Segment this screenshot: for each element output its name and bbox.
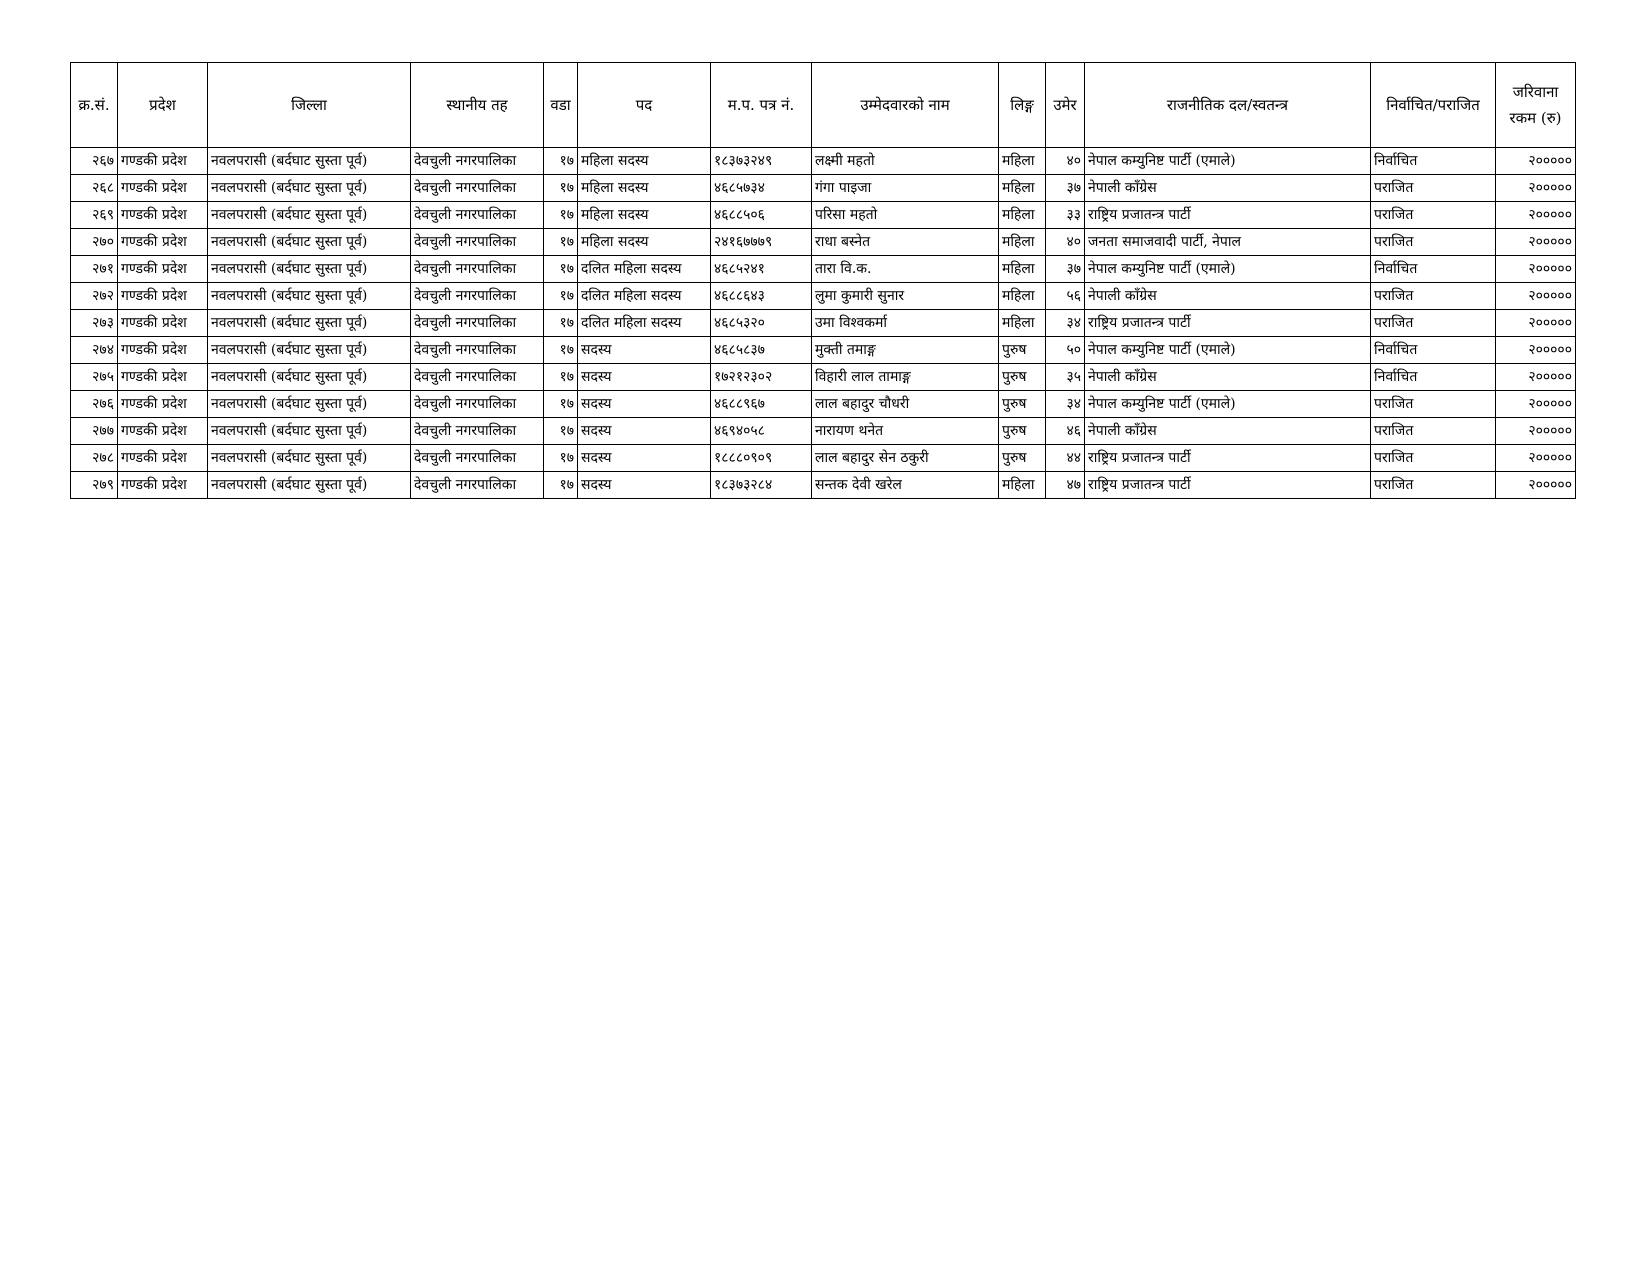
table-row	[71, 202, 1576, 229]
header-age: उमेर	[1046, 63, 1085, 148]
cell-ward: १७	[544, 337, 578, 364]
cell-candidate-name: गंगा पाइजा	[812, 175, 999, 202]
cell-gender: पुरुष	[999, 364, 1046, 391]
table-row	[71, 364, 1576, 391]
cell-result: निर्वाचित	[1371, 148, 1496, 175]
cell-post: सदस्य	[578, 418, 711, 445]
cell-fine-amount: २०००००	[1496, 175, 1576, 202]
cell-fine-amount: २०००००	[1496, 256, 1576, 283]
cell-candidate-name: सन्तक देवी खरेल	[812, 472, 999, 499]
cell-district: नवलपरासी (बर्दघाट सुस्ता पूर्व)	[208, 283, 411, 310]
cell-fine-amount: २०००००	[1496, 310, 1576, 337]
cell-gender: महिला	[999, 283, 1046, 310]
cell-party: नेपाली काँग्रेस	[1085, 364, 1371, 391]
cell-party: नेपाली काँग्रेस	[1085, 418, 1371, 445]
cell-candidate-name: नारायण थनेत	[812, 418, 999, 445]
cell-party: राष्ट्रिय प्रजातन्त्र पार्टी	[1085, 472, 1371, 499]
header-province: प्रदेश	[118, 63, 208, 148]
cell-fine-amount: २०००००	[1496, 202, 1576, 229]
table-body	[71, 148, 1576, 499]
cell-post: दलित महिला सदस्य	[578, 310, 711, 337]
cell-local-level: देवचुली नगरपालिका	[411, 256, 544, 283]
cell-district: नवलपरासी (बर्दघाट सुस्ता पूर्व)	[208, 364, 411, 391]
cell-candidate-name: परिसा महतो	[812, 202, 999, 229]
cell-gender: महिला	[999, 229, 1046, 256]
cell-result: पराजित	[1371, 229, 1496, 256]
cell-province: गण्डकी प्रदेश	[118, 148, 208, 175]
cell-ballot-number: १८३७३२४९	[711, 148, 812, 175]
cell-ballot-number: १८८८०९०९	[711, 445, 812, 472]
cell-party: राष्ट्रिय प्रजातन्त्र पार्टी	[1085, 445, 1371, 472]
cell-age: ५६	[1046, 283, 1085, 310]
cell-local-level: देवचुली नगरपालिका	[411, 445, 544, 472]
cell-serial: २६८	[71, 175, 118, 202]
cell-serial: २६९	[71, 202, 118, 229]
cell-fine-amount: २०००००	[1496, 445, 1576, 472]
table-header	[71, 63, 1576, 148]
table-row	[71, 445, 1576, 472]
cell-gender: पुरुष	[999, 418, 1046, 445]
cell-fine-amount: २०००००	[1496, 148, 1576, 175]
cell-party: राष्ट्रिय प्रजातन्त्र पार्टी	[1085, 202, 1371, 229]
cell-ballot-number: १८३७३२८४	[711, 472, 812, 499]
cell-ward: १७	[544, 472, 578, 499]
cell-serial: २७३	[71, 310, 118, 337]
cell-result: निर्वाचित	[1371, 364, 1496, 391]
header-candidate-name: उम्मेदवारको नाम	[812, 63, 999, 148]
cell-ward: १७	[544, 283, 578, 310]
cell-result: पराजित	[1371, 283, 1496, 310]
cell-age: ५०	[1046, 337, 1085, 364]
cell-party: नेपाली काँग्रेस	[1085, 175, 1371, 202]
cell-province: गण्डकी प्रदेश	[118, 175, 208, 202]
cell-serial: २७२	[71, 283, 118, 310]
cell-local-level: देवचुली नगरपालिका	[411, 310, 544, 337]
cell-province: गण्डकी प्रदेश	[118, 229, 208, 256]
table-row	[71, 391, 1576, 418]
cell-province: गण्डकी प्रदेश	[118, 445, 208, 472]
cell-local-level: देवचुली नगरपालिका	[411, 229, 544, 256]
cell-fine-amount: २०००००	[1496, 364, 1576, 391]
cell-party: नेपाल कम्युनिष्ट पार्टी (एमाले)	[1085, 391, 1371, 418]
cell-post: सदस्य	[578, 337, 711, 364]
cell-ballot-number: ४६८८६४३	[711, 283, 812, 310]
cell-candidate-name: लाल बहादुर चौधरी	[812, 391, 999, 418]
cell-age: ४७	[1046, 472, 1085, 499]
cell-post: दलित महिला सदस्य	[578, 283, 711, 310]
cell-age: ३५	[1046, 364, 1085, 391]
table-row	[71, 472, 1576, 499]
cell-district: नवलपरासी (बर्दघाट सुस्ता पूर्व)	[208, 310, 411, 337]
header-local-level: स्थानीय तह	[411, 63, 544, 148]
cell-gender: महिला	[999, 148, 1046, 175]
cell-province: गण्डकी प्रदेश	[118, 256, 208, 283]
cell-age: ४४	[1046, 445, 1085, 472]
table-row	[71, 229, 1576, 256]
cell-post: महिला सदस्य	[578, 175, 711, 202]
cell-result: निर्वाचित	[1371, 256, 1496, 283]
cell-district: नवलपरासी (बर्दघाट सुस्ता पूर्व)	[208, 256, 411, 283]
cell-age: ३४	[1046, 391, 1085, 418]
header-result: निर्वाचित/पराजित	[1371, 63, 1496, 148]
cell-ward: १७	[544, 364, 578, 391]
cell-fine-amount: २०००००	[1496, 391, 1576, 418]
cell-age: ४०	[1046, 229, 1085, 256]
cell-ward: १७	[544, 418, 578, 445]
cell-candidate-name: लुमा कुमारी सुनार	[812, 283, 999, 310]
table-row	[71, 337, 1576, 364]
cell-ballot-number: ४६८५३२०	[711, 310, 812, 337]
cell-ballot-number: ४६८५८३७	[711, 337, 812, 364]
cell-age: ३७	[1046, 175, 1085, 202]
table-row	[71, 418, 1576, 445]
cell-gender: महिला	[999, 256, 1046, 283]
cell-ward: १७	[544, 229, 578, 256]
cell-gender: महिला	[999, 472, 1046, 499]
cell-post: महिला सदस्य	[578, 148, 711, 175]
cell-candidate-name: तारा वि.क.	[812, 256, 999, 283]
cell-ballot-number: ४६८८९६७	[711, 391, 812, 418]
cell-result: पराजित	[1371, 418, 1496, 445]
cell-candidate-name: लाल बहादुर सेन ठकुरी	[812, 445, 999, 472]
cell-ballot-number: ४६८५२४१	[711, 256, 812, 283]
cell-ward: १७	[544, 310, 578, 337]
cell-ballot-number: ४६८८५०६	[711, 202, 812, 229]
table-row	[71, 310, 1576, 337]
cell-post: महिला सदस्य	[578, 229, 711, 256]
cell-party: नेपाली काँग्रेस	[1085, 283, 1371, 310]
cell-district: नवलपरासी (बर्दघाट सुस्ता पूर्व)	[208, 418, 411, 445]
header-ward: वडा	[544, 63, 578, 148]
cell-result: पराजित	[1371, 202, 1496, 229]
cell-district: नवलपरासी (बर्दघाट सुस्ता पूर्व)	[208, 148, 411, 175]
cell-local-level: देवचुली नगरपालिका	[411, 148, 544, 175]
cell-local-level: देवचुली नगरपालिका	[411, 202, 544, 229]
cell-party: नेपाल कम्युनिष्ट पार्टी (एमाले)	[1085, 256, 1371, 283]
header-district: जिल्ला	[208, 63, 411, 148]
cell-ward: १७	[544, 256, 578, 283]
cell-ward: १७	[544, 202, 578, 229]
cell-party: नेपाल कम्युनिष्ट पार्टी (एमाले)	[1085, 148, 1371, 175]
cell-ward: १७	[544, 445, 578, 472]
cell-province: गण्डकी प्रदेश	[118, 337, 208, 364]
cell-post: सदस्य	[578, 445, 711, 472]
cell-ward: १७	[544, 148, 578, 175]
cell-post: सदस्य	[578, 472, 711, 499]
cell-candidate-name: विहारी लाल तामाङ्ग	[812, 364, 999, 391]
table-row	[71, 283, 1576, 310]
header-post: पद	[578, 63, 711, 148]
cell-candidate-name: उमा विश्वकर्मा	[812, 310, 999, 337]
cell-district: नवलपरासी (बर्दघाट सुस्ता पूर्व)	[208, 175, 411, 202]
header-serial: क्र.सं.	[71, 63, 118, 148]
cell-local-level: देवचुली नगरपालिका	[411, 391, 544, 418]
cell-gender: महिला	[999, 175, 1046, 202]
cell-result: पराजित	[1371, 445, 1496, 472]
cell-serial: २७१	[71, 256, 118, 283]
cell-district: नवलपरासी (बर्दघाट सुस्ता पूर्व)	[208, 337, 411, 364]
cell-serial: २७५	[71, 364, 118, 391]
cell-party: नेपाल कम्युनिष्ट पार्टी (एमाले)	[1085, 337, 1371, 364]
header-gender: लिङ्ग	[999, 63, 1046, 148]
cell-candidate-name: लक्ष्मी महतो	[812, 148, 999, 175]
cell-candidate-name: मुक्ती तमाङ्ग	[812, 337, 999, 364]
cell-post: सदस्य	[578, 364, 711, 391]
cell-local-level: देवचुली नगरपालिका	[411, 175, 544, 202]
cell-serial: २६७	[71, 148, 118, 175]
cell-age: ३७	[1046, 256, 1085, 283]
table-row	[71, 256, 1576, 283]
cell-serial: २७९	[71, 472, 118, 499]
cell-age: ३३	[1046, 202, 1085, 229]
cell-serial: २७०	[71, 229, 118, 256]
cell-local-level: देवचुली नगरपालिका	[411, 283, 544, 310]
cell-party: राष्ट्रिय प्रजातन्त्र पार्टी	[1085, 310, 1371, 337]
cell-province: गण्डकी प्रदेश	[118, 202, 208, 229]
cell-district: नवलपरासी (बर्दघाट सुस्ता पूर्व)	[208, 391, 411, 418]
cell-province: गण्डकी प्रदेश	[118, 391, 208, 418]
cell-post: सदस्य	[578, 391, 711, 418]
cell-district: नवलपरासी (बर्दघाट सुस्ता पूर्व)	[208, 202, 411, 229]
cell-district: नवलपरासी (बर्दघाट सुस्ता पूर्व)	[208, 445, 411, 472]
cell-serial: २७४	[71, 337, 118, 364]
cell-result: पराजित	[1371, 391, 1496, 418]
cell-gender: पुरुष	[999, 445, 1046, 472]
cell-ballot-number: २४१६७७७९	[711, 229, 812, 256]
header-ballot-number: म.प. पत्र नं.	[711, 63, 812, 148]
cell-ward: १७	[544, 391, 578, 418]
cell-party: जनता समाजवादी पार्टी, नेपाल	[1085, 229, 1371, 256]
cell-fine-amount: २०००००	[1496, 283, 1576, 310]
cell-candidate-name: राधा बस्नेत	[812, 229, 999, 256]
cell-province: गण्डकी प्रदेश	[118, 472, 208, 499]
cell-serial: २७८	[71, 445, 118, 472]
cell-gender: पुरुष	[999, 337, 1046, 364]
cell-province: गण्डकी प्रदेश	[118, 283, 208, 310]
cell-age: ३४	[1046, 310, 1085, 337]
cell-serial: २७७	[71, 418, 118, 445]
cell-local-level: देवचुली नगरपालिका	[411, 472, 544, 499]
cell-ballot-number: १७२१२३०२	[711, 364, 812, 391]
cell-result: पराजित	[1371, 472, 1496, 499]
cell-local-level: देवचुली नगरपालिका	[411, 337, 544, 364]
cell-result: पराजित	[1371, 175, 1496, 202]
cell-province: गण्डकी प्रदेश	[118, 364, 208, 391]
cell-gender: महिला	[999, 310, 1046, 337]
cell-fine-amount: २०००००	[1496, 229, 1576, 256]
header-fine-amount: जरिवाना रकम (रु)	[1496, 63, 1576, 148]
cell-fine-amount: २०००००	[1496, 472, 1576, 499]
cell-gender: महिला	[999, 202, 1046, 229]
cell-local-level: देवचुली नगरपालिका	[411, 364, 544, 391]
cell-district: नवलपरासी (बर्दघाट सुस्ता पूर्व)	[208, 229, 411, 256]
table-row	[71, 175, 1576, 202]
cell-local-level: देवचुली नगरपालिका	[411, 418, 544, 445]
cell-age: ४६	[1046, 418, 1085, 445]
cell-ballot-number: ४६९४०५८	[711, 418, 812, 445]
cell-fine-amount: २०००००	[1496, 418, 1576, 445]
cell-fine-amount: २०००००	[1496, 337, 1576, 364]
cell-gender: पुरुष	[999, 391, 1046, 418]
cell-serial: २७६	[71, 391, 118, 418]
cell-age: ४०	[1046, 148, 1085, 175]
cell-district: नवलपरासी (बर्दघाट सुस्ता पूर्व)	[208, 472, 411, 499]
cell-province: गण्डकी प्रदेश	[118, 418, 208, 445]
cell-ballot-number: ४६८५७३४	[711, 175, 812, 202]
cell-result: पराजित	[1371, 310, 1496, 337]
header-party: राजनीतिक दल/स्वतन्त्र	[1085, 63, 1371, 148]
candidates-table	[70, 62, 1576, 499]
cell-post: महिला सदस्य	[578, 202, 711, 229]
table-row	[71, 148, 1576, 175]
header-row	[71, 63, 1576, 148]
cell-province: गण्डकी प्रदेश	[118, 310, 208, 337]
cell-ward: १७	[544, 175, 578, 202]
cell-result: निर्वाचित	[1371, 337, 1496, 364]
cell-post: दलित महिला सदस्य	[578, 256, 711, 283]
